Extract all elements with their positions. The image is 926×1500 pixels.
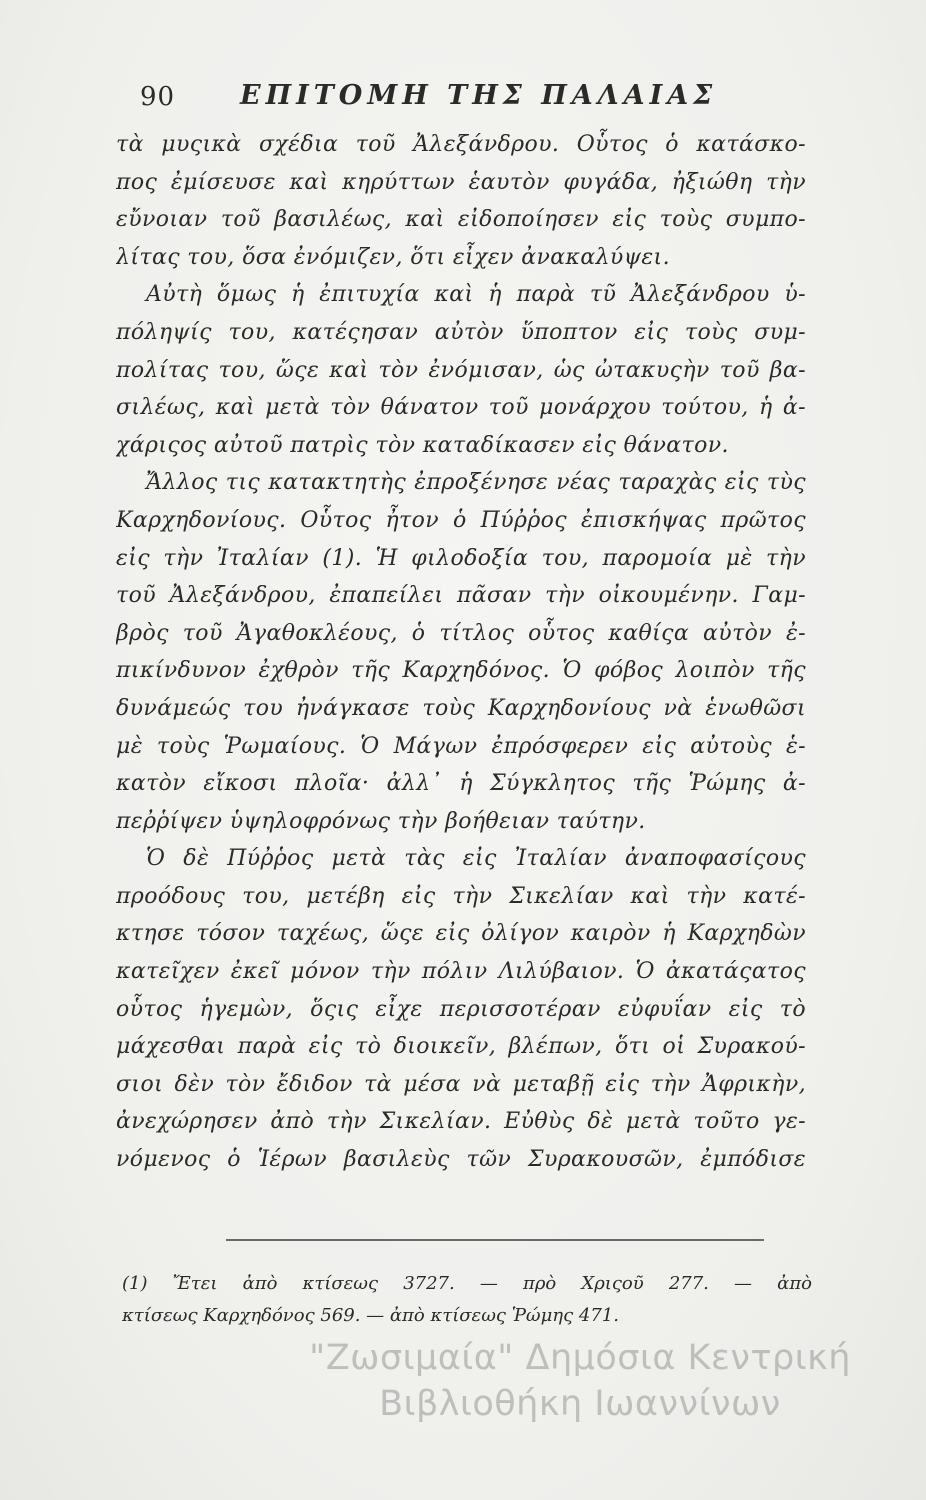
text-line: ἀνεχώρησεν ἀπὸ τὴν Σικελίαν. Εὐθὺς δὲ μετὰ τοῦτο γε- [116, 1109, 806, 1135]
text-line: σιοι δὲν τὸν ἔδιδον τὰ μέσα νὰ μεταβῇ εἰς τὴν Ἀφρικὴν, [116, 1071, 806, 1097]
text-line: Καρχηδονίους. Οὗτος ἦτον ὁ Πύῤῥος ἐπισκήψας πρῶτος [116, 507, 806, 533]
text-line: χάριςος αὐτοῦ πατρὶς τὸν καταδίκασεν εἰς θάνατον. [116, 432, 729, 458]
text-line: Ὁ δὲ Πύῤῥος μετὰ τὰς εἰς Ἰταλίαν ἀναποφασίςους [146, 846, 806, 872]
text-line: μὲ τοὺς Ῥωμαίους. Ὁ Μάγων ἐπρόσφερεν εἰς αὐτοὺς ἑ- [116, 733, 806, 759]
page-header [140, 80, 760, 120]
text-line: πος ἐμίσευσε καὶ κηρύττων ἑαυτὸν φυγάδα, ἠξιώθη τὴν [116, 169, 806, 195]
footnotes [122, 1268, 812, 1332]
page-number: 90 [140, 82, 176, 112]
text-line: κατὸν εἴκοσι πλοῖα· ἀλλ᾽ ἡ Σύγκλητος τῆς Ῥώμης ἀ- [116, 771, 806, 797]
body-text [116, 126, 806, 1179]
text-line: Αὐτὴ ὅμως ἡ ἐπιτυχία καὶ ἡ παρὰ τῦ Ἀλεξάνδρου ὑ- [146, 282, 806, 308]
library-watermark-line-2: Βιβλιοθήκη Ιωαννίνων [379, 1384, 781, 1424]
text-line: τοῦ Ἀλεξάνδρου, ἐπαπείλει πᾶσαν τὴν οἰκουμένην. Γαμ- [116, 583, 806, 609]
text-line: βρὸς τοῦ Ἀγαθοκλέους, ὁ τίτλος οὗτος καθίςα αὐτὸν ἐ- [116, 620, 806, 646]
text-line: πεῤῥίψεν ὑψηλοφρόνως τὴν βοήθειαν ταύτην. [116, 808, 646, 834]
text-line: οὗτος ἡγεμὼν, ὅςις εἶχε περισσοτέραν εὐφυΐαν εἰς τὸ [116, 996, 806, 1022]
text-line: κτησε τόσον ταχέως, ὥςε εἰς ὀλίγον καιρὸν ἡ Καρχηδὼν [116, 921, 806, 947]
footnote-line: κτίσεως Καρχηδόνος 569. — ἀπὸ κτίσεως Ῥώμης 471. [122, 1305, 619, 1326]
text-line: νόμενος ὁ Ἱέρων βασιλεὺς τῶν Συρακουσῶν, ἐμπόδισε [116, 1147, 806, 1173]
text-line: Ἄλλος τις κατακτητὴς ἐπροξένησε νέας ταραχὰς εἰς τὺς [146, 470, 806, 496]
text-line: πικίνδυνον ἐχθρὸν τῆς Καρχηδόνος. Ὁ φόβος λοιπὸν τῆς [116, 658, 806, 684]
text-line: πόληψίς του, κατέςησαν αὐτὸν ὕποπτον εἰς τοὺς συμ- [116, 319, 806, 345]
running-head: ΕΠΙΤΟΜΗ ΤΗΣ ΠΑΛΑΙΑΣ [240, 80, 718, 111]
text-line: τὰ μυςικὰ σχέδια τοῦ Ἀλεξάνδρου. Οὗτος ὁ κατάσκο- [116, 132, 806, 157]
library-watermark-line-1: "Ζωσιμαία" Δημόσια Κεντρική [309, 1338, 851, 1378]
text-line: δυνάμεώς του ἠνάγκασε τοὺς Καρχηδονίους νὰ ἑνωθῶσι [116, 695, 806, 721]
text-line: προόδους του, μετέβη εἰς τὴν Σικελίαν καὶ τὴν κατέ- [116, 883, 806, 909]
text-line: κατεῖχεν ἐκεῖ μόνον τὴν πόλιν Λιλύβαιον. Ὁ ἀκατάςατος [116, 959, 806, 985]
text-line: μάχεσθαι παρὰ εἰς τὸ διοικεῖν, βλέπων, ὅτι οἱ Συρακού- [116, 1034, 806, 1060]
footnote-rule [226, 1239, 764, 1241]
text-line: λίτας του, ὅσα ἐνόμιζεν, ὅτι εἶχεν ἀνακαλύψει. [116, 244, 670, 270]
text-line: εἰς τὴν Ἰταλίαν (1). Ἡ φιλοδοξία του, παρομοία μὲ τὴν [116, 545, 806, 571]
footnote-line: (1) Ἔτει ἀπὸ κτίσεως 3727. — πρὸ Χριςοῦ 277. — ἀπὸ [122, 1273, 812, 1294]
text-line: εὔνοιαν τοῦ βασιλέως, καὶ εἰδοποίησεν εἰς τοὺς συμπο- [116, 207, 806, 233]
text-line: σιλέως, καὶ μετὰ τὸν θάνατον τοῦ μονάρχου τούτου, ἡ ἀ- [116, 395, 806, 421]
text-line: πολίτας του, ὥςε καὶ τὸν ἐνόμισαν, ὡς ὠτακυςὴν τοῦ βα- [116, 357, 806, 383]
